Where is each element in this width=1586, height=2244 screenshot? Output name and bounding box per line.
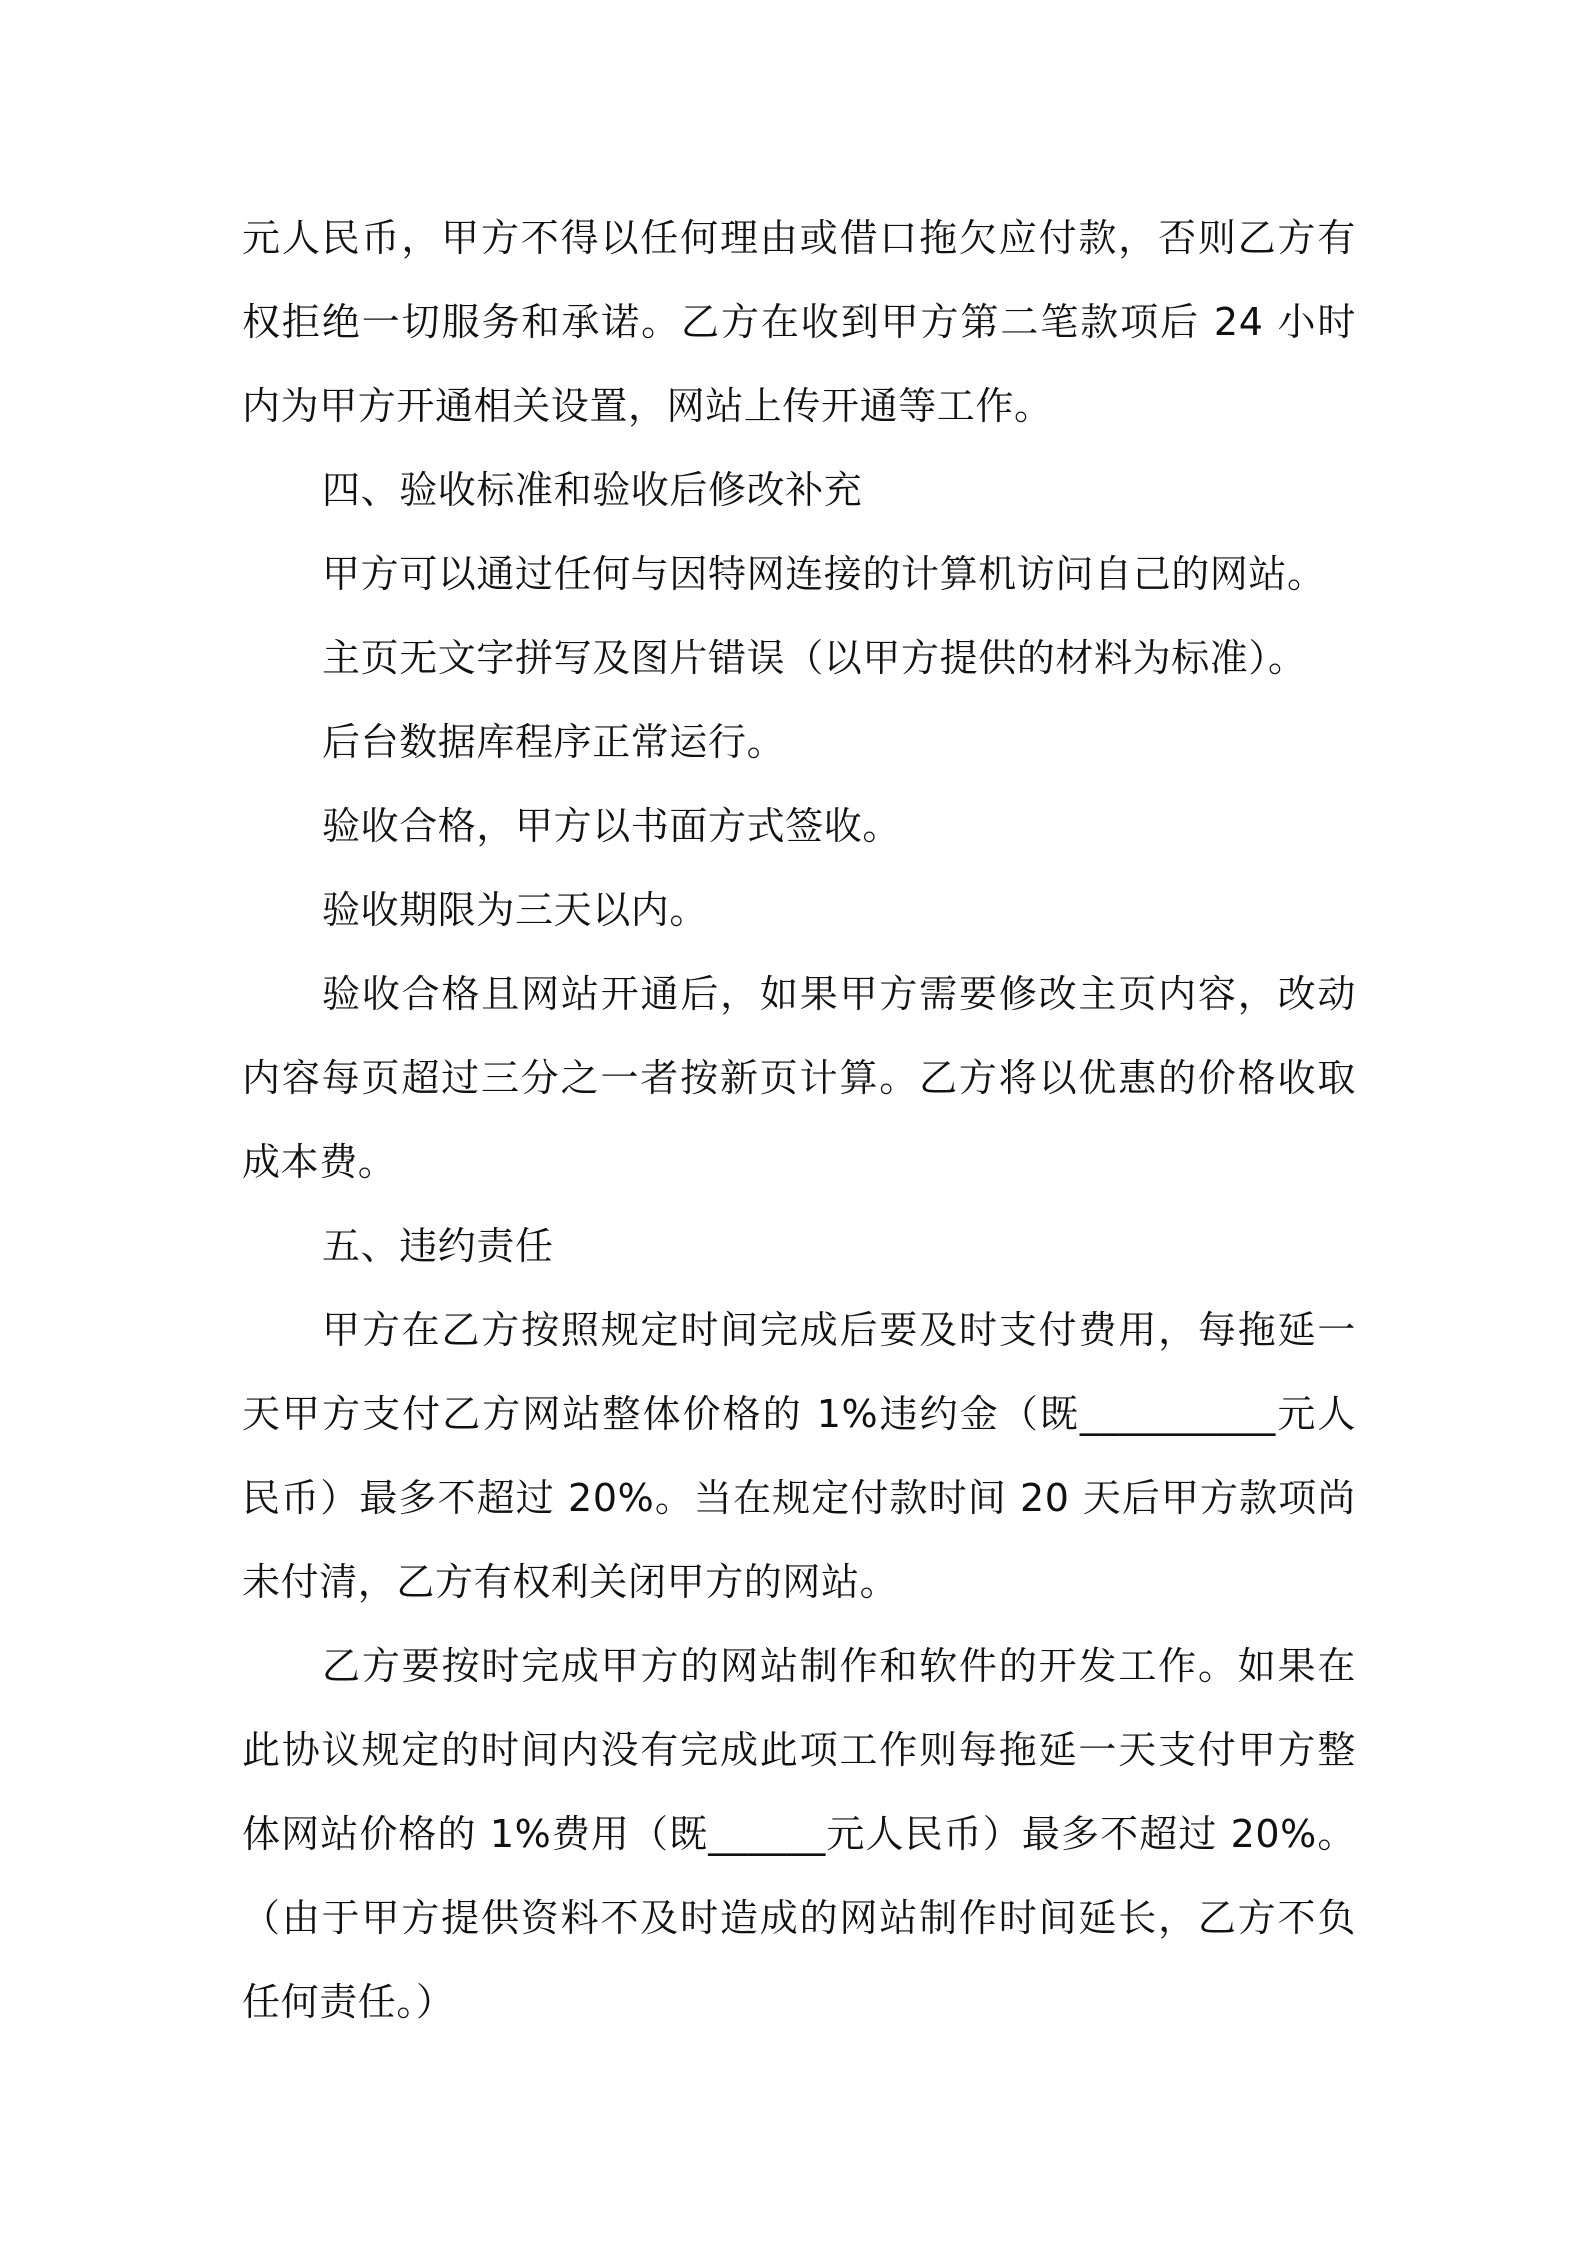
paragraph-post-acceptance-changes: 验收合格且网站开通后，如果甲方需要修改主页内容，改动内容每页超过三分之一者按新页计算。乙方将以优惠的价格收取成本费。: [242, 972, 1356, 1184]
paragraph-party-a-liability: 甲方在乙方按照规定时间完成后要及时支付费用，每拖延一天甲方支付乙方网站整体价格的 1%违约金（既__________元人民币）最多不超过 20%。当在规定付款时间 20 天后甲方款项尚未付清，乙方有权利关闭甲方的网站。: [242, 1308, 1356, 1604]
paragraph-party-b-liability: 乙方要按时完成甲方的网站制作和软件的开发工作。如果在此协议规定的时间内没有完成此项工作则每拖延一天支付甲方整体网站价格的 1%费用（既______元人民币）最多不超过 20%。（由于甲方提供资料不及时造成的网站制作时间延长，乙方不负任何责任。）: [242, 1644, 1356, 2024]
paragraph-acceptance-access: 甲方可以通过任何与因特网连接的计算机访问自己的网站。: [322, 552, 1326, 596]
section-heading-liability: 五、违约责任: [322, 1224, 554, 1268]
section-heading-acceptance: 四、验收标准和验收后修改补充: [322, 468, 863, 512]
paragraph-acceptance-database: 后台数据库程序正常运行。: [322, 720, 786, 764]
paragraph-acceptance-period: 验收期限为三天以内。: [322, 888, 709, 932]
paragraph-acceptance-homepage: 主页无文字拼写及图片错误（以甲方提供的材料为标准）。: [322, 636, 1307, 680]
document-body: [242, 196, 1356, 2044]
paragraph-acceptance-signoff: 验收合格，甲方以书面方式签收。: [322, 804, 902, 848]
paragraph-payment-continuation: 元人民币，甲方不得以任何理由或借口拖欠应付款，否则乙方有权拒绝一切服务和承诺。乙方在收到甲方第二笔款项后 24 小时内为甲方开通相关设置，网站上传开通等工作。: [242, 216, 1356, 428]
